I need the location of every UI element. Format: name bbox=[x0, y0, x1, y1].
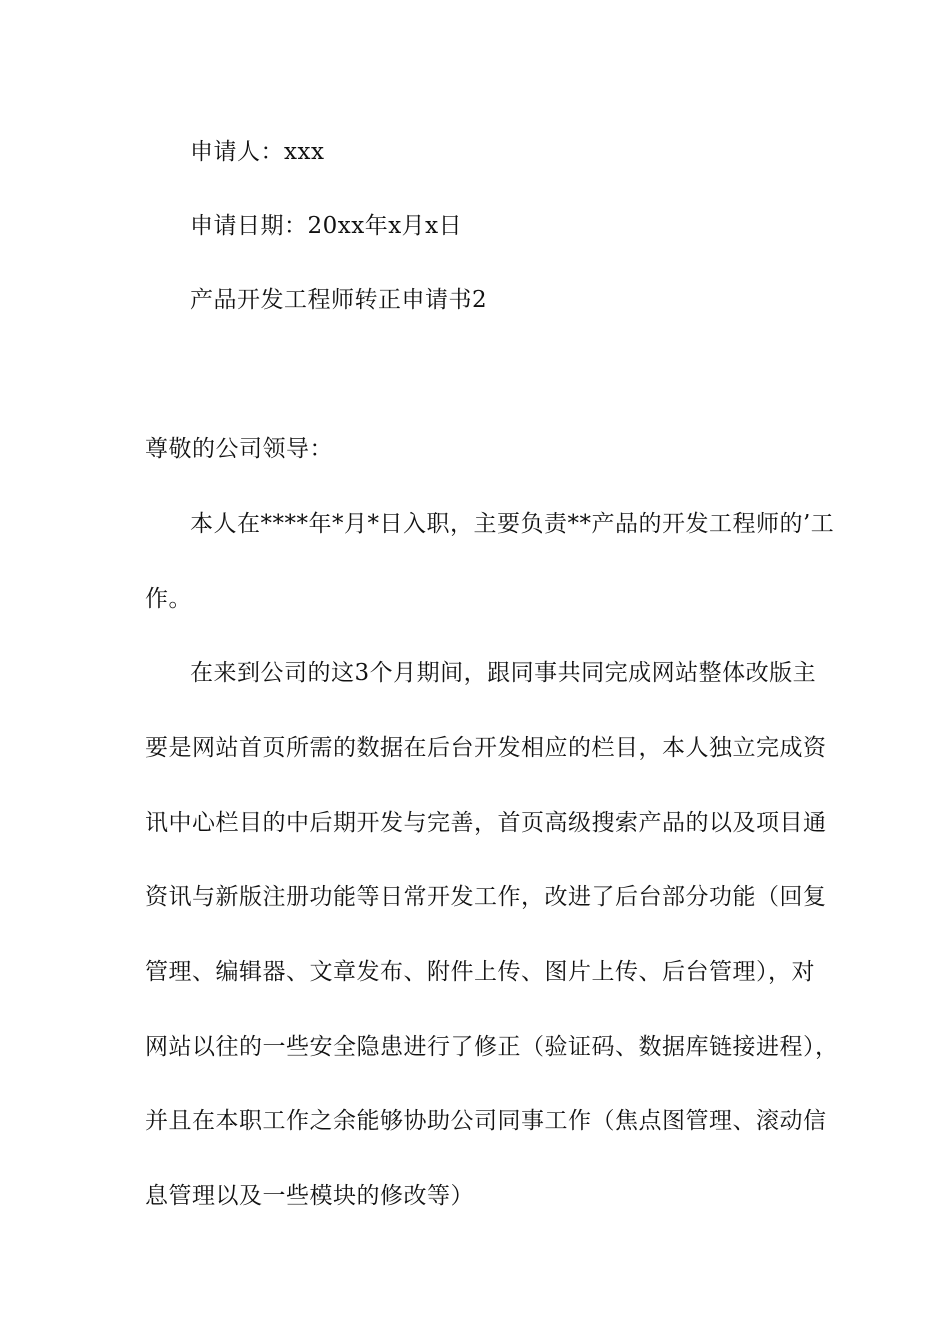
application-date-line: 申请日期：20xx年x月x日 bbox=[190, 213, 463, 239]
paragraph-2-line-5: 管理、编辑器、文章发布、附件上传、图片上传、后台管理），对 bbox=[145, 959, 815, 985]
paragraph-2-line-4: 资讯与新版注册功能等日常开发工作，改进了后台部分功能（回复 bbox=[145, 884, 827, 910]
paragraph-2-line-7: 并且在本职工作之余能够协助公司同事工作（焦点图管理、滚动信 bbox=[145, 1108, 827, 1134]
paragraph-2-line-3: 讯中心栏目的中后期开发与完善，首页高级搜索产品的以及项目通 bbox=[145, 810, 827, 836]
paragraph-2-line-6: 网站以往的一些安全隐患进行了修正（验证码、数据库链接进程）， bbox=[145, 1034, 839, 1060]
paragraph-1-line-2: 作。 bbox=[145, 586, 192, 612]
document-title: 产品开发工程师转正申请书2 bbox=[190, 287, 488, 313]
paragraph-2-line-8: 息管理以及一些模块的修改等） bbox=[145, 1183, 474, 1209]
paragraph-2-line-2: 要是网站首页所需的数据在后台开发相应的栏目，本人独立完成资 bbox=[145, 735, 827, 761]
applicant-line: 申请人：xxx bbox=[190, 139, 325, 165]
paragraph-1-line-1: 本人在****年*月*日入职，主要负责**产品的开发工程师的’工 bbox=[190, 511, 835, 537]
paragraph-2-line-1: 在来到公司的这3个月期间，跟同事共同完成网站整体改版主 bbox=[190, 660, 817, 686]
salutation: 尊敬的公司领导： bbox=[145, 436, 333, 462]
